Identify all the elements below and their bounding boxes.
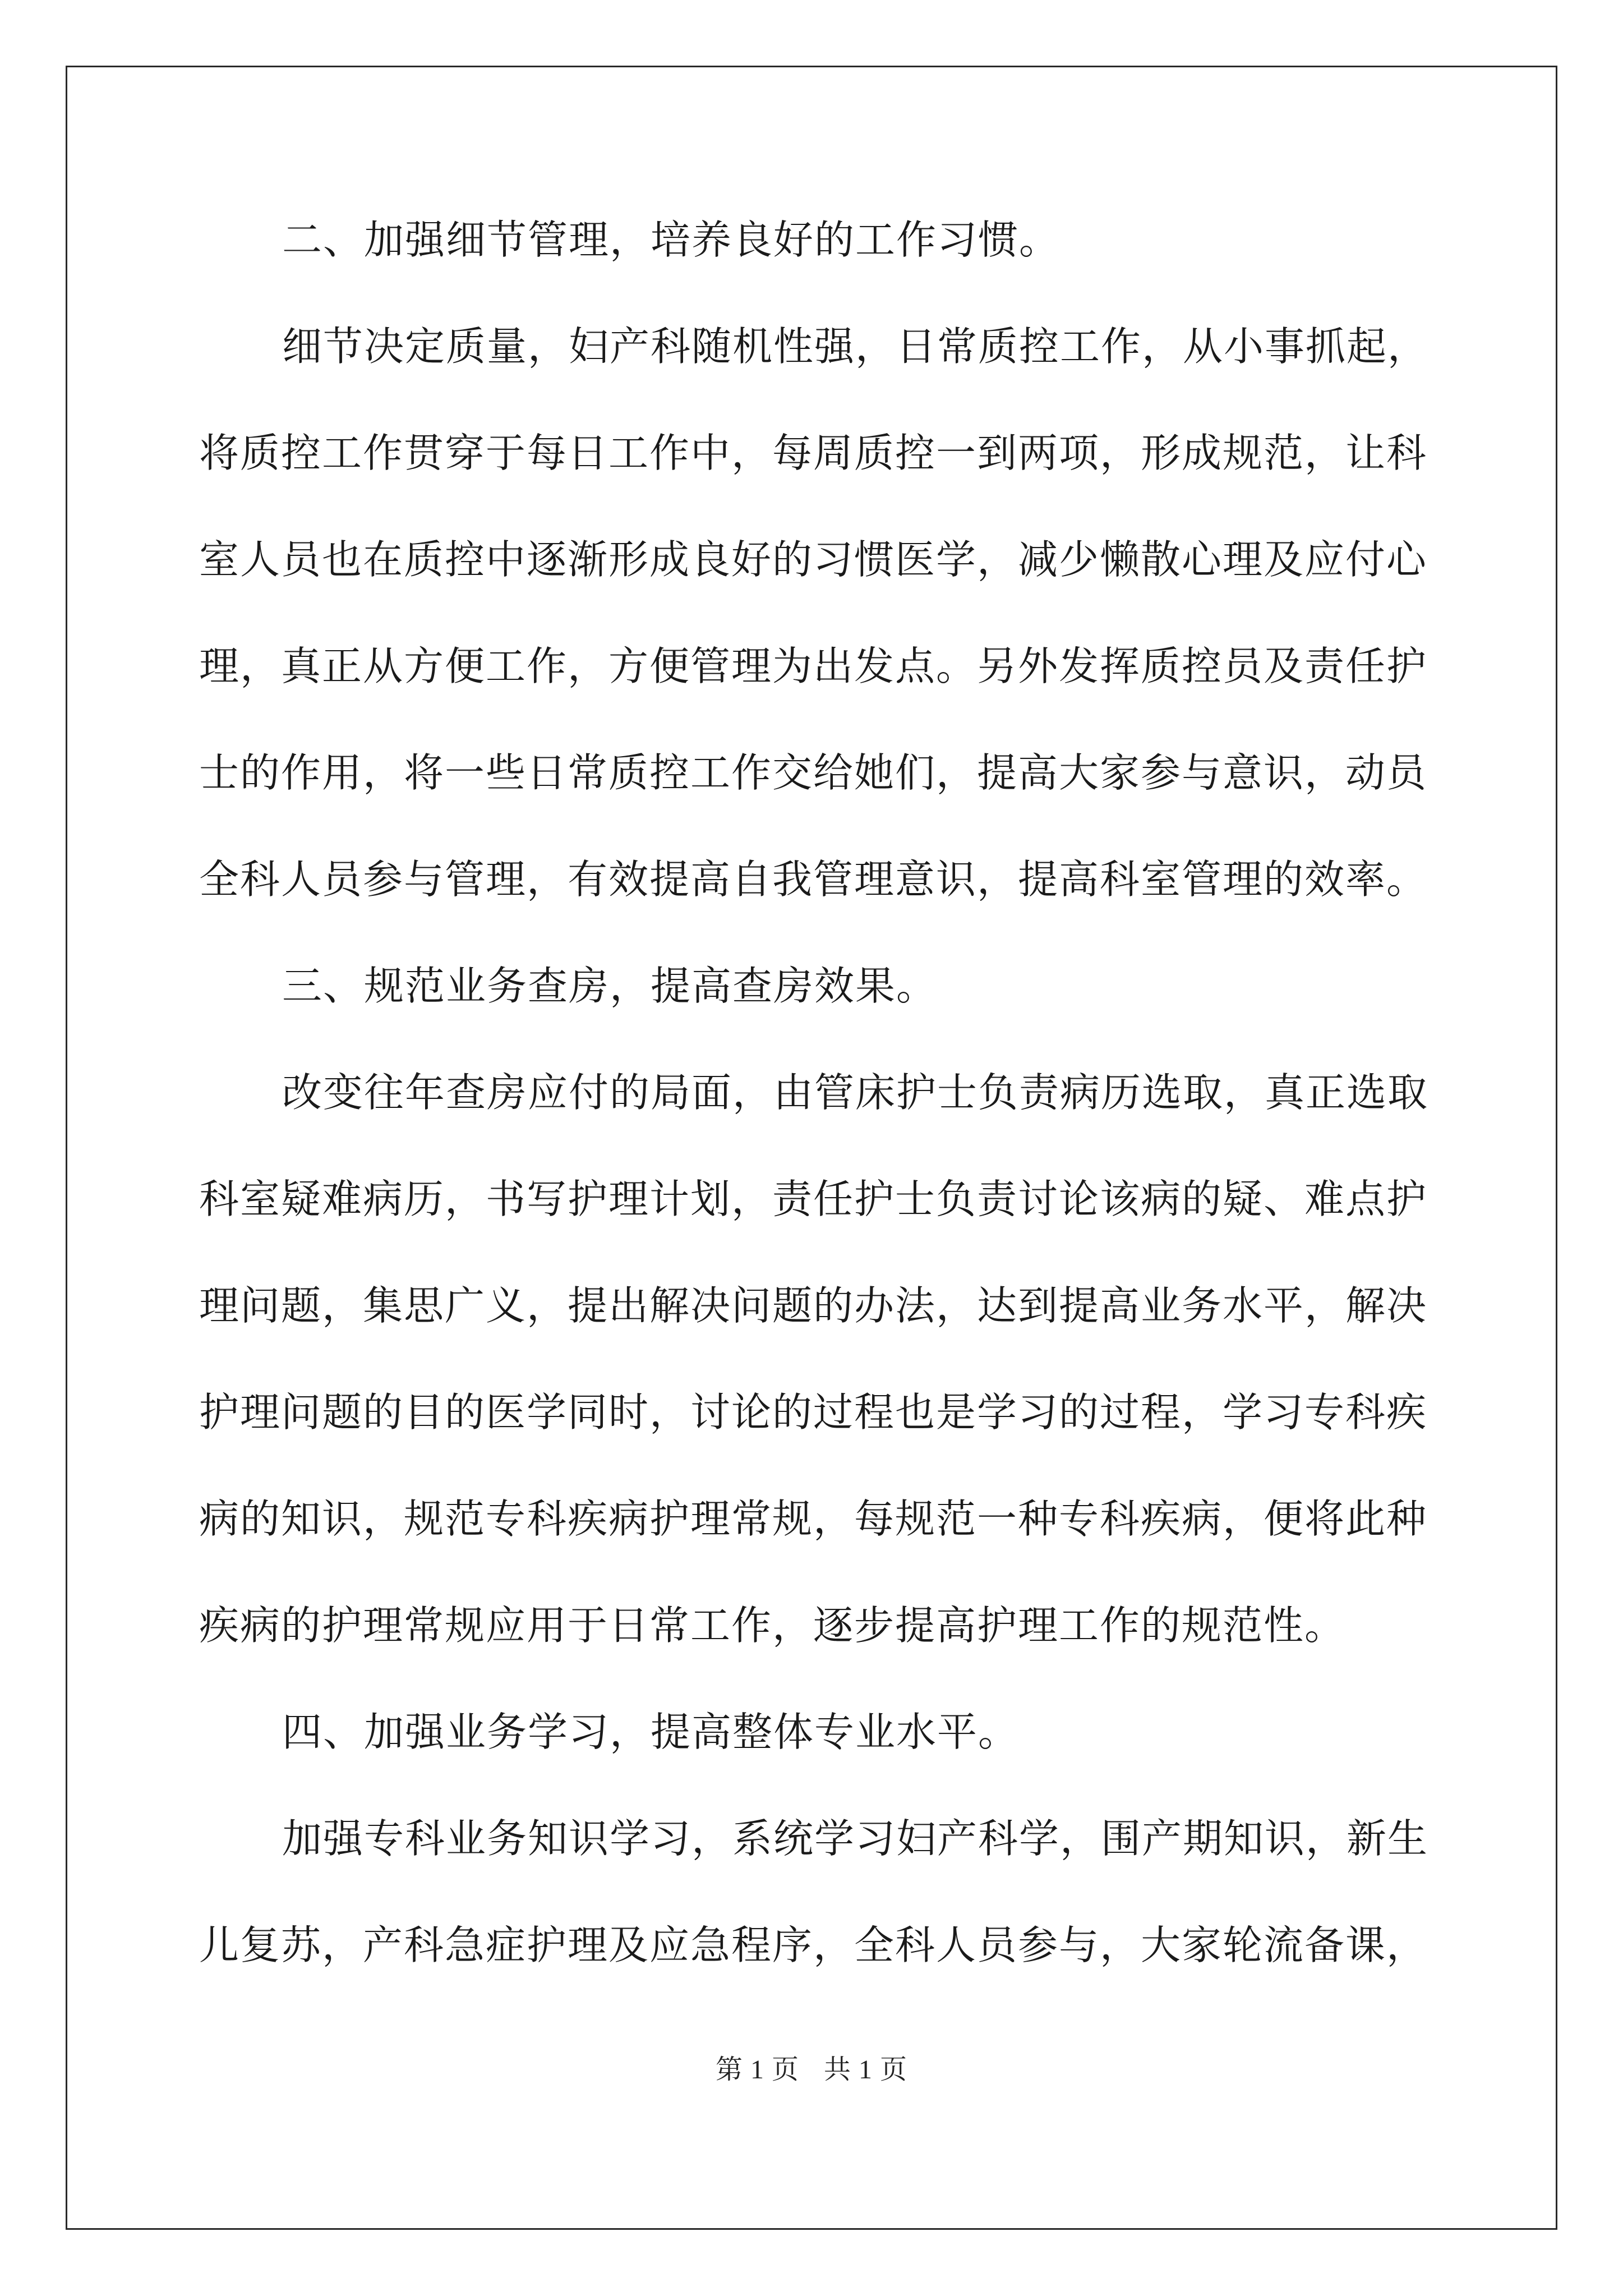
text-line: 病的知识，规范专科疾病护理常规，每规范一种专科疾病，便将此种: [199, 1496, 1428, 1542]
text-line: 加强专科业务知识学习，系统学习妇产科学，围产期知识，新生: [282, 1815, 1429, 1862]
text-line: 疾病的护理常规应用于日常工作，逐步提高护理工作的规范性。: [199, 1602, 1346, 1649]
text-line: 细节决定质量，妇产科随机性强，日常质控工作，从小事抓起，: [282, 323, 1429, 370]
text-line: 二、加强细节管理，培养良好的工作习惯。: [282, 217, 1061, 263]
text-line: 全科人员参与管理，有效提高自我管理意识，提高科室管理的效率。: [199, 856, 1428, 903]
text-line: 理问题，集思广义，提出解决问题的办法，达到提高业务水平，解决: [199, 1282, 1428, 1329]
text-line: 护理问题的目的医学同时，讨论的过程也是学习的过程，学习专科疾: [199, 1389, 1428, 1435]
text-line: 四、加强业务学习，提高整体专业水平。: [282, 1709, 1020, 1755]
text-line: 理，真正从方便工作，方便管理为出发点。另外发挥质控员及责任护: [199, 643, 1428, 689]
page-number: 第 1 页: [715, 2055, 799, 2085]
text-line: 士的作用，将一些日常质控工作交给她们，提高大家参与意识，动员: [199, 749, 1428, 796]
text-line: 改变往年查房应付的局面，由管床护士负责病历选取，真正选取: [282, 1069, 1429, 1116]
text-line: 室人员也在质控中逐渐形成良好的习惯医学，减少懒散心理及应付心: [199, 536, 1428, 583]
text-line: 将质控工作贯穿于每日工作中，每周质控一到两项，形成规范，让科: [199, 430, 1428, 476]
page-total: 共 1 页: [824, 2055, 908, 2085]
page-footer: [0, 2047, 1623, 2086]
text-line: 三、规范业务查房，提高查房效果。: [282, 963, 938, 1009]
text-line: 科室疑难病历，书写护理计划，责任护士负责讨论该病的疑、难点护: [199, 1176, 1428, 1222]
text-line: 儿复苏，产科急症护理及应急程序，全科人员参与，大家轮流备课，: [199, 1922, 1428, 1968]
document-body: [199, 206, 1427, 2018]
